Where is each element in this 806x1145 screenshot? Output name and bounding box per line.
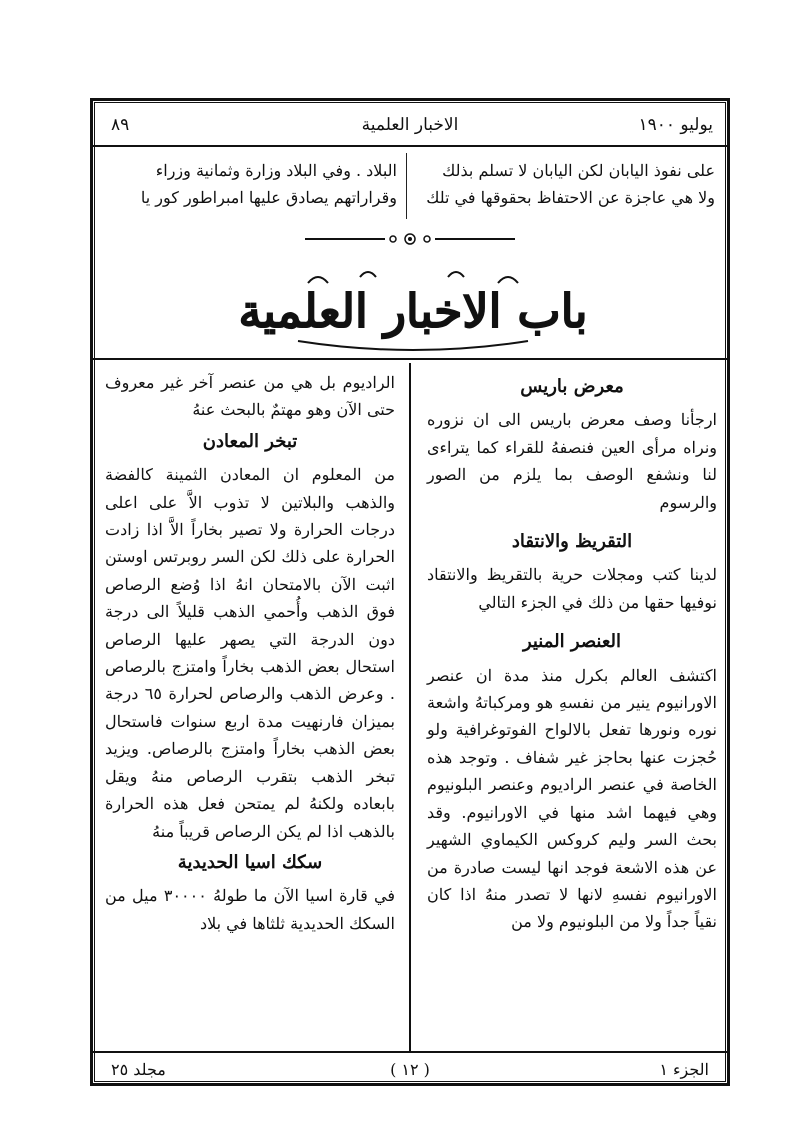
heading-luminous-element: العنصر المنير xyxy=(522,631,622,653)
top-left-text xyxy=(107,157,397,211)
footer-volume: مجلد ٢٥ xyxy=(111,1060,166,1079)
running-header xyxy=(93,101,727,147)
page-footer xyxy=(93,1056,727,1080)
footer-issue-number: ( ١٢ ) xyxy=(390,1060,430,1079)
header-page-number: ٨٩ xyxy=(111,115,130,135)
paragraph: الراديوم بل هي من عنصر آخر غير معروف حتى الآن وهو مهتمٌ بالبحث عنهُ xyxy=(105,373,395,420)
footer-part: الجزء ١ xyxy=(659,1060,709,1079)
masthead-text: باب الاخبار العلمية xyxy=(238,284,588,338)
right-column xyxy=(427,369,717,936)
heading-metal-evaporation: تبخر المعادن xyxy=(202,430,298,452)
column-divider-top xyxy=(406,153,407,219)
text-line: وقراراتهم يصادق عليها امبراطور كور يا xyxy=(140,188,397,207)
header-date: يوليو ١٩٠٠ xyxy=(638,115,713,135)
text-line: على نفوذ اليابان لكن اليابان لا تسلم بذلك xyxy=(442,161,715,180)
paragraph: اكتشف العالم بكرل منذ مدة ان عنصر الاورانيوم ينير من نفسهِ هو ومركباتهُ واشعة نوره ونورها تفعل بالالواح الفوتوغرافية ولو حُجزت عنها بحاجز غير شفاف . وتوجد هذه الخاصة في عنصر الراديوم وعنصر البلونيوم وهي فيهما اشد منها في الاورانيوم. وقد بحث السر وليم كروكس الكيماوي الشهير عن هذه الاشعة فوجد انها ليست صادرة من الاورانيوم نفسهِ لانها لا تصدر منهُ اذا كان نقياً جداً ولا من البلونيوم ولا من xyxy=(427,665,717,932)
section-masthead-calligraphy xyxy=(238,261,588,356)
heading-paris-exhibition: معرض باريس xyxy=(520,376,624,397)
footer-rule xyxy=(93,1051,727,1053)
paragraph: ارجأنا وصف معرض باريس الى ان نزوره ونراه مرأى العين فنصفهُ للقراء كما يتراءى لنا ونشفع الوصف بما يلزم من الصور والرسوم xyxy=(427,410,717,512)
text-line: ولا هي عاجزة عن الاحتفاظ بحقوقها في تلك xyxy=(426,188,715,207)
text-line: البلاد . وفي البلاد وزارة وثمانية وزراء xyxy=(155,161,397,180)
heading-reviews: التقريظ والانتقاد xyxy=(511,531,633,553)
ornament-divider xyxy=(305,231,515,247)
column-divider xyxy=(409,363,411,1053)
top-right-text xyxy=(417,157,715,211)
paragraph: من المعلوم ان المعادن الثمينة كالفضة والذهب والبلاتين لا تذوب الاَّ على اعلى درجات الحرارة ولا تصير بخاراً الاَّ اذا زادت الحرارة على ذلك لكن السر روبرتس اوستن اثبت الآن بالامتحان انهُ اذا وُضع الرصاص فوق الذهب وأُحمي الذهب قليلاً الى درجة دون الدرجة التي يصهر عليها الرصاص استحال بعض الذهب بخاراً وامتزج بالرصاص . وعرض الذهب والرصاص لحرارة ٦٥ درجة بميزان فارنهيت مدة اربع سنوات فاستحال بعض الذهب بخاراً وامتزج بالرصاص. ويزيد تبخر الذهب بتقرب الرصاص منهُ ويقل بابعاده ولكنهُ لم يمتحن فعل هذه الحرارة بالذهب اذا لم يكن الرصاص قريباً منهُ xyxy=(105,465,396,841)
left-column xyxy=(105,369,395,937)
masthead-rule xyxy=(93,358,727,360)
heading-asia-railways: سكك اسيا الحديدية xyxy=(177,851,323,873)
journal-page xyxy=(90,98,730,1086)
paragraph: في قارة اسيا الآن ما طولهُ ٣٠٠٠٠ ميل من السكك الحديدية ثلثاها في بلاد xyxy=(105,886,395,933)
header-title: الاخبار العلمية xyxy=(361,115,459,135)
paragraph: لدينا كتب ومجلات حرية بالتقريظ والانتقاد نوفيها حقها من ذلك في الجزء التالي xyxy=(427,565,717,612)
